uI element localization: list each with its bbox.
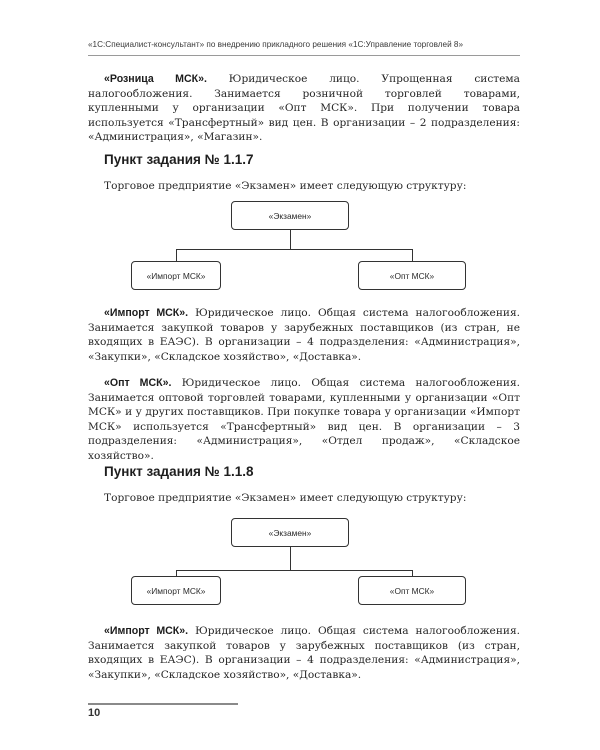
section-heading-1-1-8: Пункт задания № 1.1.8 xyxy=(104,464,254,479)
org-node-import-msk: «Импорт МСК» xyxy=(131,261,221,290)
paragraph-lead: «Импорт МСК». xyxy=(104,625,189,637)
paragraph-import-msk-1-1-7 xyxy=(88,306,520,364)
section-intro-1-1-8: Торговое предприятие «Экзамен» имеет следующую структуру: xyxy=(104,492,467,504)
paragraph-roznica-msk xyxy=(88,72,520,145)
connector-horizontal xyxy=(176,570,413,571)
org-node-root: «Экзамен» xyxy=(231,201,349,230)
paragraph-text: Юридическое лицо. Общая система налогообложения. Занимается закупкой товаров у зарубежных поставщиков (из стран, не входящих в ЕАЭС). В организации – 4 подразделения: «Администрация», «Закупки», «Складское хозяйство», «Доставка». xyxy=(88,307,520,363)
section-heading-1-1-7: Пункт задания № 1.1.7 xyxy=(104,152,254,167)
org-node-root: «Экзамен» xyxy=(231,518,349,547)
connector-vertical xyxy=(290,229,291,250)
page-number: 10 xyxy=(88,707,101,719)
paragraph-lead: «Опт МСК». xyxy=(104,377,172,389)
footer-divider xyxy=(88,703,238,705)
org-node-opt-msk: «Опт МСК» xyxy=(358,576,466,605)
section-intro-1-1-7: Торговое предприятие «Экзамен» имеет следующую структуру: xyxy=(104,180,467,192)
paragraph-text: Юридическое лицо. Упрощенная система налогообложения. Занимается розничной торговлей товарами, купленными у организации «Опт МСК». При получении товара используется «Трансфертный» вид цен. В организации – 2 подразделения: «Администрация», «Магазин». xyxy=(88,73,520,144)
org-node-import-msk: «Импорт МСК» xyxy=(131,576,221,605)
paragraph-opt-msk-1-1-7 xyxy=(88,376,520,464)
connector-vertical xyxy=(290,547,291,571)
connector-horizontal xyxy=(176,249,413,250)
running-header: «1С:Специалист-консультант» по внедрению прикладного решения «1С:Управление торговлей 8» xyxy=(88,40,464,49)
paragraph-lead: «Импорт МСК». xyxy=(104,307,189,319)
header-divider xyxy=(88,55,520,56)
paragraph-text: Юридическое лицо. Общая система налогообложения. Занимается закупкой товаров у зарубежных поставщиков (из стран, входящих в ЕАЭС). В организации – 4 подразделения: «Администрация», «Закупки», «Складское хозяйство», «Доставка». xyxy=(88,625,520,681)
paragraph-import-msk-1-1-8 xyxy=(88,624,520,682)
paragraph-text: Юридическое лицо. Общая система налогообложения. Занимается оптовой торговлей товарами, купленными у организации «Опт МСК» и у других поставщиков. При покупке товара у организации «Импорт МСК» используется «Трансфертный» вид цен. В организации – 3 подразделения: «Администрация», «Отдел продаж», «Складское хозяйство». xyxy=(88,377,520,462)
paragraph-lead: «Розница МСК». xyxy=(104,73,207,85)
org-node-opt-msk: «Опт МСК» xyxy=(358,261,466,290)
